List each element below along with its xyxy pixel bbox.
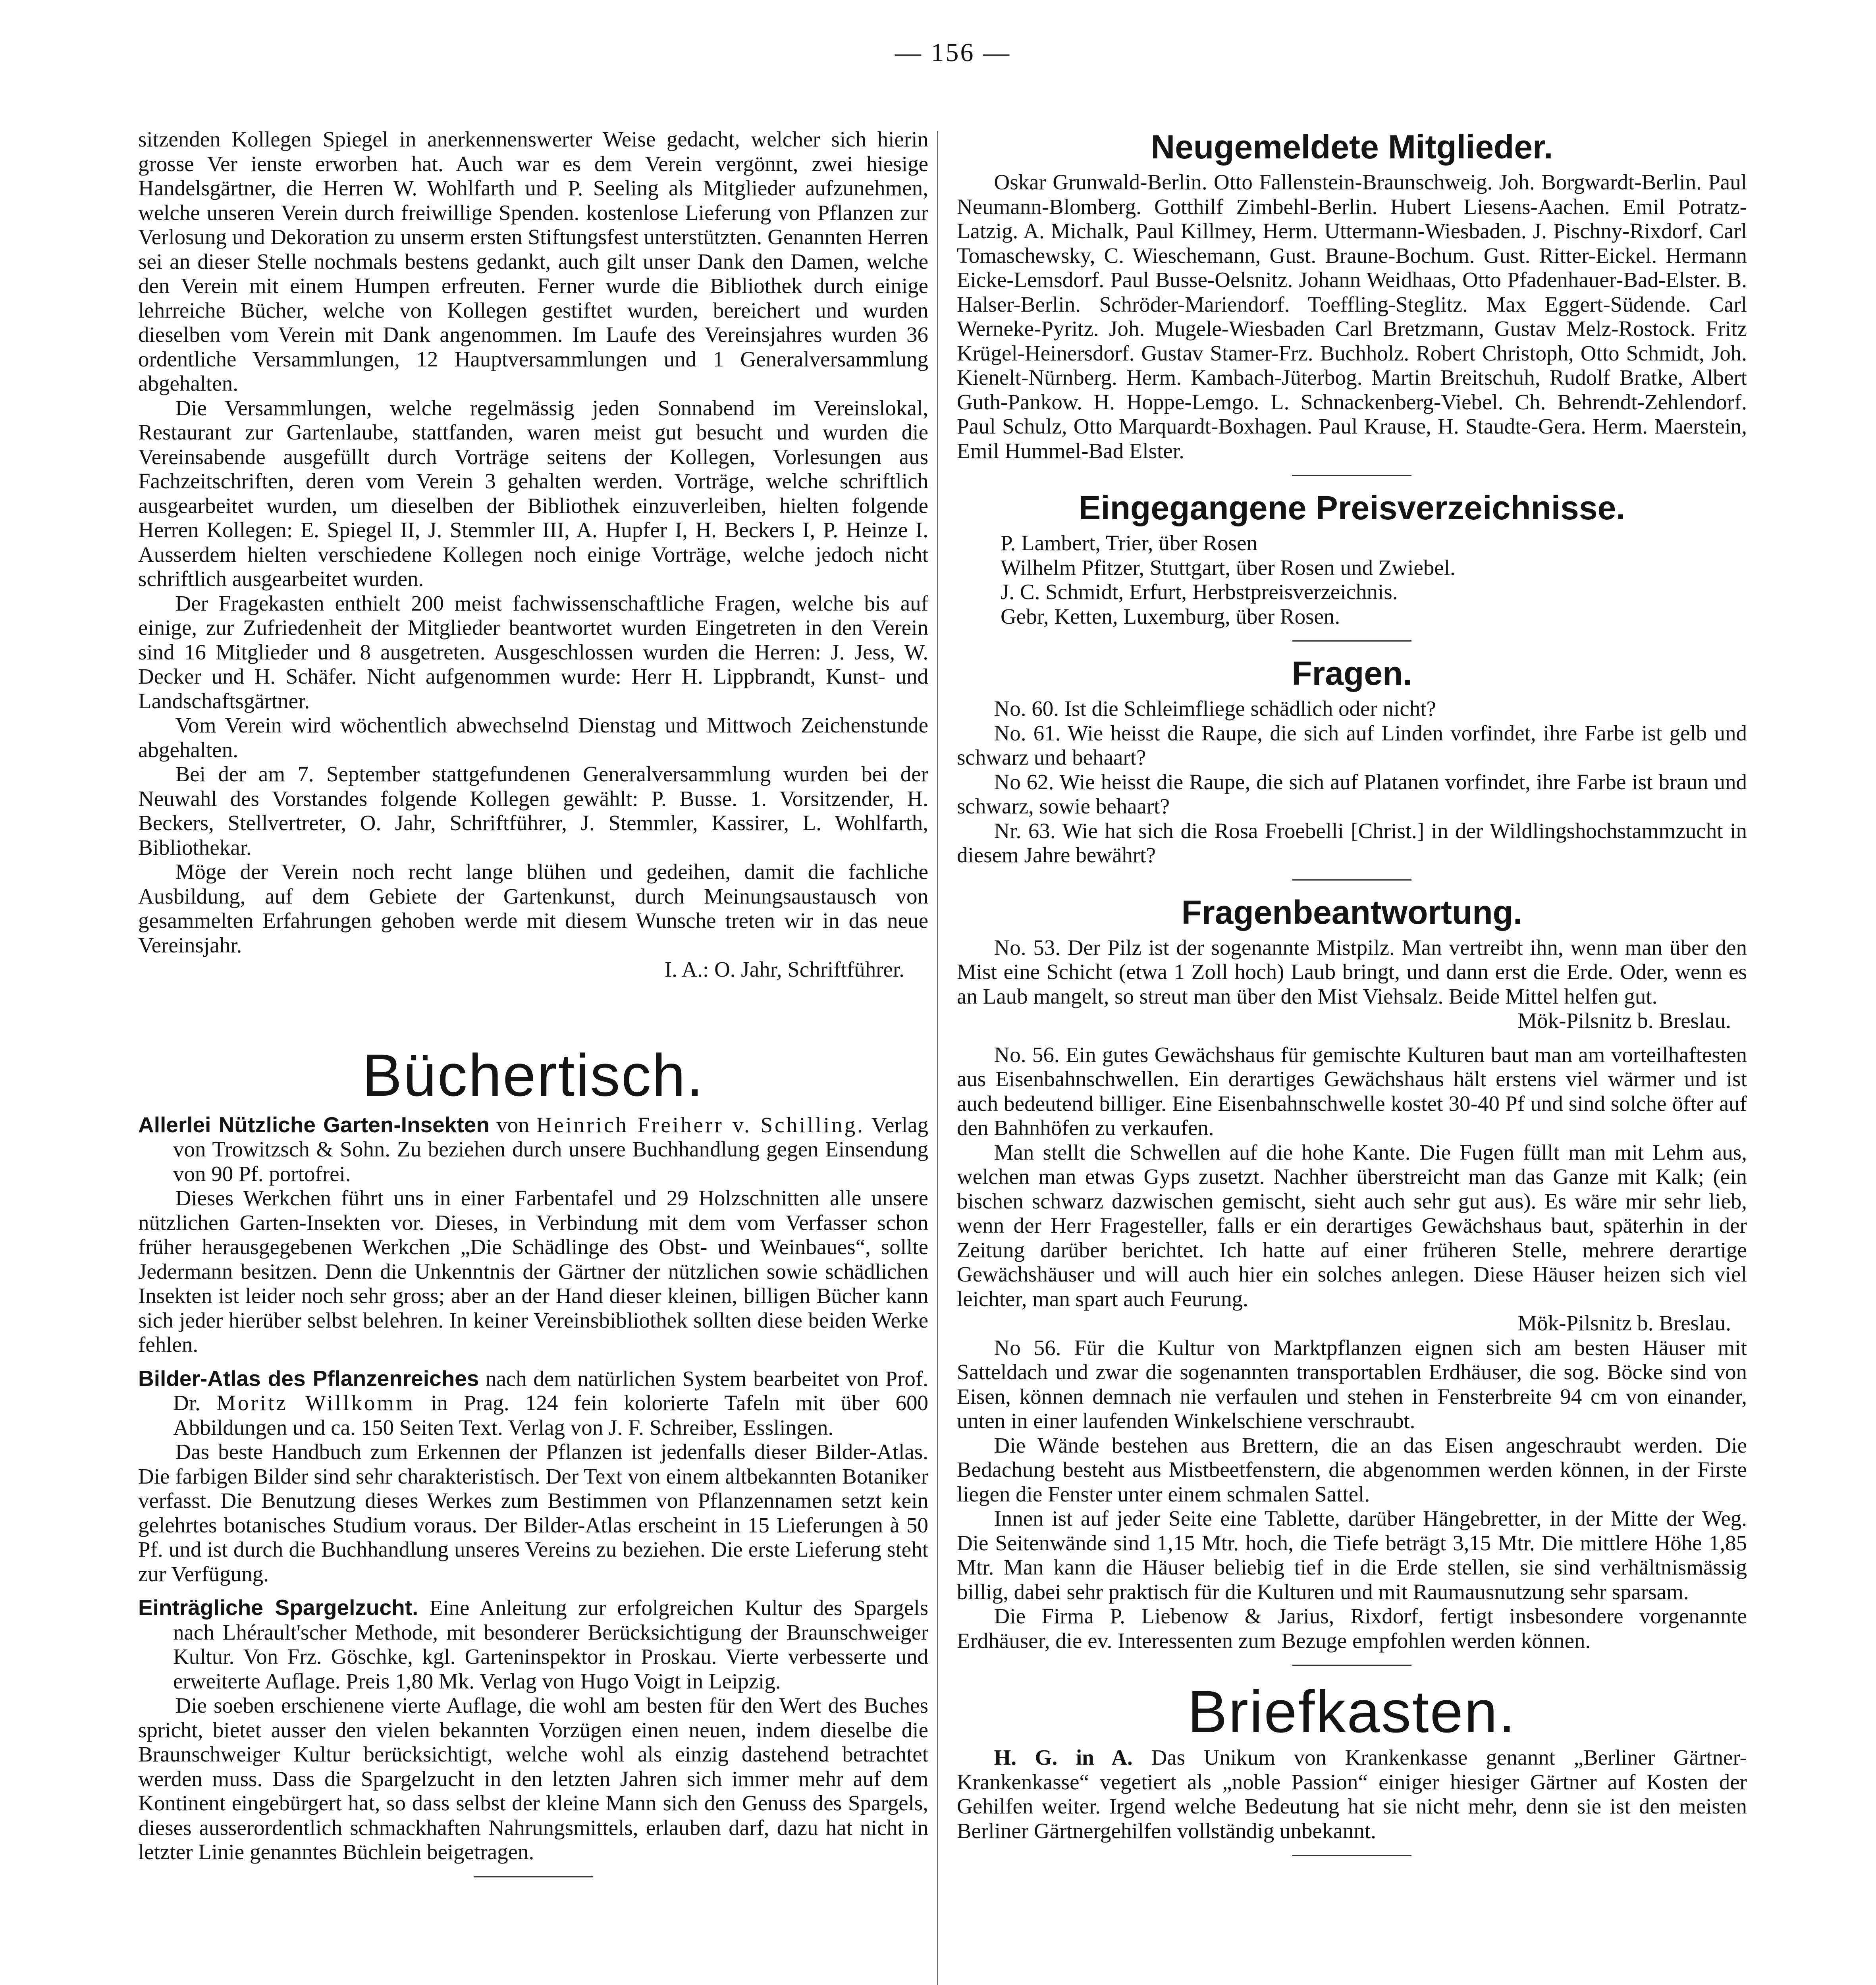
left-column xyxy=(138,127,928,1889)
book-details: in Prag. 124 fein kolorierte Tafeln mit über 600 Abbildungen und ca. 150 Seiten Text. Verlag von J. F. Schreiber, Esslingen. xyxy=(173,1391,929,1440)
section-rule xyxy=(1292,640,1411,642)
question-60: No. 60. Ist die Schleimfliege schädlich oder nicht? xyxy=(994,696,1436,721)
book-review-3: Die soeben erschienene vierte Auflage, die wohl am besten für den Wert des Buches spricht, bietet ausser den vielen bekannten Vorzügen einen neuen, indem dieselbe die Braunschweiger Kultur berücksichtigt, welche wohl als einzig dastehend betrachtet werden muss. Dass die Spargelzucht in den letzten Jahren sich immer mehr auf dem Kontinent eingebürgert hat, so dass selbst der kleine Mann sich den Genuss des Spargels, dieses ausserordentlich schmackhaften Nahrungsmittels, erlauben darf, dazu hat nicht in letzter Linie genanntes Büchlein beigetragen. xyxy=(138,1693,928,1864)
signature: I. A.: O. Jahr, Schriftführer. xyxy=(664,957,904,981)
book-author-prefix: von xyxy=(489,1112,536,1137)
intro-paragraph-6: Möge der Verein noch recht lange blühen und gedeihen, damit die fachliche Ausbildung, auf dem Gebiete der Gartenkunst, durch Meinungsaustausch von gesammelten Erfahrungen gehoben werde mit diesem Wunsche treten wir in das neue Vereinsjahr. xyxy=(138,860,928,957)
section-title-buechertisch: Büchertisch. xyxy=(362,1041,704,1108)
briefkasten-addressee: H. G. in A. xyxy=(994,1745,1133,1769)
answer-56-b: Man stellt die Schwellen auf die hohe Kante. Die Fugen füllt man mit Lehm aus, welchen man etwas Gyps zusetzt. Nachher überstreicht man das Ganze mit Kalk; (ein bischen schwarz dazwischen gemischt, sieht auch sehr gut aus). Es wäre mir sehr lieb, wenn der Herr Fragesteller, falls er ein derartiges Gewächshaus baut, späterhin in der Zeitung darüber berichtet. Ich hatte auf einer früheren Stelle, mehrere derartige Gewächshäuser und will auch hier ein solches anlegen. Diese Häuser heizen sich viel leichter, man spart auch Feurung. xyxy=(957,1140,1747,1311)
question-62: No 62. Wie heisst die Raupe, die sich auf Platanen vorfindet, ihre Farbe ist braun und schwarz, sowie behaart? xyxy=(957,769,1747,818)
question-61: No. 61. Wie heisst die Raupe, die sich auf Linden vorfindet, ihre Farbe ist gelb und schwarz und behaart? xyxy=(957,721,1747,769)
book-entry-2 xyxy=(138,1366,928,1440)
section-rule xyxy=(1292,1855,1411,1856)
book-title: Bilder-Atlas des Pflanzenreiches xyxy=(138,1366,479,1391)
book-author-prefix: nach dem natürlichen System bearbeitet von Prof. Dr. xyxy=(173,1366,928,1415)
preis-line: Gebr, Ketten, Luxemburg, über Rosen. xyxy=(1001,604,1340,628)
section-rule xyxy=(474,1876,593,1877)
section-rule xyxy=(1292,1665,1411,1666)
intro-paragraph-4: Vom Verein wird wöchentlich abwechselnd Dienstag und Mittwoch Zeichenstunde abgehalten. xyxy=(138,713,928,762)
answer-56-e: Innen ist auf jeder Seite eine Tablette, darüber Hängebretter, in der Mitte der Weg. Die Seitenwände sind 1,15 Mtr. hoch, die Tiefe beträgt 3,15 Mtr. Die mittlere Höhe 1,85 Mtr. Man kann die Häuser beliebig tief in die Erde stellen, sie sind verhältnismässig billig, dabei sehr praktisch für die Kulturen und mit Raumausnutzung sehr sparsam. xyxy=(957,1506,1747,1604)
book-title: Einträgliche Spargelzucht. xyxy=(138,1595,418,1620)
briefkasten-text: Das Unikum von Krankenkasse genannt „Berliner Gärtner-Krankenkasse“ vegetiert als „noble Passion“ einiger hiesiger Gärtner auf Kosten der Gehilfen weiter. Irgend welche Bedeutung hat sie nicht mehr, denn sie ist den meisten Berliner Gärtnergehilfen vollständig unbekannt. xyxy=(957,1745,1747,1843)
book-author: Moritz Willkomm xyxy=(216,1391,415,1415)
book-details: Eine Anleitung zur erfolgreichen Kultur des Spargels nach Lhérault'scher Methode, mit besonderer Berücksichtigung der Braunschweiger Kultur. Von Frz. Göschke, kgl. Garteninspektor in Proskau. Vierte verbesserte und erweiterte Auflage. Preis 1,80 Mk. Verlag von Hugo Voigt in Leipzig. xyxy=(173,1596,928,1693)
column-divider xyxy=(937,131,938,1985)
answer-53: No. 53. Der Pilz ist der sogenannte Mistpilz. Man vertreibt ihn, wenn man über den Mist eine Schicht (etwa 1 Zoll hoch) Laub bringt, und dann erst die Erde. Oder, wenn es an Laub mangelt, so streut man über den Mist Viehsalz. Beide Mittel helfen gut. xyxy=(957,935,1747,1008)
preis-line: J. C. Schmidt, Erfurt, Herbstpreisverzeichnis. xyxy=(1001,580,1398,604)
section-title-preisverzeichnisse: Eingegangene Preisverzeichnisse. xyxy=(1078,489,1625,526)
briefkasten-entry xyxy=(957,1745,1747,1843)
answer-signature: Mök-Pilsnitz b. Breslau. xyxy=(1517,1311,1731,1335)
preis-line: P. Lambert, Trier, über Rosen xyxy=(1001,531,1258,555)
book-review-2: Das beste Handbuch zum Erkennen der Pflanzen ist jedenfalls dieser Bilder-Atlas. Die farbigen Bilder sind sehr charakteristisch. Der Text von einem altbekannten Botaniker verfasst. Die Benutzung dieses Werkes zum Bestimmen von Pflanzennamen setzt kein gelehrtes botanisches Studium voraus. Der Bilder-Atlas erscheint in 15 Lieferungen à 50 Pf. und ist durch die Buchhandlung unseres Vereins zu beziehen. Die erste Lieferung steht zur Verfügung. xyxy=(138,1440,928,1586)
answer-56-f: Die Firma P. Liebenow & Jarius, Rixdorf, fertigt insbesondere vorgenannte Erdhäuser, die ev. Interessenten zum Bezuge empfohlen werden können. xyxy=(957,1604,1747,1653)
answer-56-c: No 56. Für die Kultur von Marktpflanzen eignen sich am besten Häuser mit Satteldach und zwar die sogenannten transportablen Erdhäuser, die sog. Böcke sind von Eisen, können demnach nie verfaulen und stehen in Fensterbreite 94 cm von einander, unten in einer laufenden Winkelschiene verschraubt. xyxy=(957,1335,1747,1433)
section-title-fragenbeantwortung: Fragenbeantwortung. xyxy=(1181,893,1523,931)
section-rule xyxy=(1292,879,1411,881)
section-rule xyxy=(1292,475,1411,476)
answer-signature: Mök-Pilsnitz b. Breslau. xyxy=(1517,1008,1731,1033)
page-number: — 156 — xyxy=(895,38,1011,67)
intro-paragraph-5: Bei der am 7. September stattgefundenen Generalversammlung wurden bei der Neuwahl des Vorstandes folgende Kollegen gewählt: P. Busse. 1. Vorsitzender, H. Beckers, Stellvertreter, O. Jahr, Schriftführer, J. Stemmler, Kassirer, L. Wohlfarth, Bibliothekar. xyxy=(138,762,928,860)
book-review-1: Dieses Werkchen führt uns in einer Farbentafel und 29 Holzschnitten alle unsere nützlichen Garten-Insekten vor. Dieses, in Verbindung mit dem vom Verfasser schon früher herausgegebenen Werkchen „Die Schädlinge des Obst- und Weinbaues“, sollte Jedermann besitzen. Denn die Unkenntnis der Gärtner der nützlichen sowie schädlichen Insekten ist leider noch sehr gross; aber an der Hand dieser kleinen, billigen Bücher kann sich jeder hierüber selbst belehren. In keiner Vereinsbibliothek sollten diese beiden Werke fehlen. xyxy=(138,1186,928,1357)
intro-paragraph-3: Der Fragekasten enthielt 200 meist fachwissenschaftliche Fragen, welche bis auf einige, zur Zufriedenheit der Mitglieder beantwortet wurden Eingetreten in den Verein sind 16 Mitglieder und 8 ausgetreten. Ausgeschlossen wurden die Herren: J. Jess, W. Decker und H. Schäfer. Nicht aufgenommen wurde: Herr H. Lippbrandt, Kunst- und Landschaftsgärtner. xyxy=(138,591,928,713)
mitglieder-list: Oskar Grunwald-Berlin. Otto Fallenstein-Braunschweig. Joh. Borgwardt-Berlin. Paul Neumann-Blomberg. Gotthilf Zimbehl-Berlin. Hubert Liesens-Aachen. Emil Potratz-Latzig. A. Michalk, Paul Killmey, Herm. Uttermann-Wiesbaden. J. Pischny-Rixdorf. Carl Tomaschewsky, C. Wieschemann, Gust. Braune-Bochum. Gust. Ritter-Eickel. Hermann Eicke-Lemsdorf. Paul Busse-Oelsnitz. Johann Weidhaas, Otto Pfadenhauer-Bad-Elster. B. Halser-Berlin. Schröder-Mariendorf. Toeffling-Steglitz. Max Eggert-Südende. Carl Werneke-Pyritz. Joh. Mugele-Wiesbaden Carl Bretzmann, Gustav Melz-Rostock. Fritz Krügel-Heinersdorf. Gustav Stamer-Frz. Buchholz. Robert Christoph, Otto Schmidt, Joh. Kienelt-Nürnberg. Herm. Kambach-Jüterbog. Martin Breitschuh, Rudolf Bratke, Albert Guth-Pankow. H. Hoppe-Lemgo. L. Schnackenberg-Viebel. Ch. Behrendt-Zehlendorf. Paul Schulz, Otto Marquardt-Boxhagen. Paul Krause, H. Staudte-Gera. Herm. Maerstein, Emil Hummel-Bad Elster. xyxy=(957,170,1747,463)
section-title-mitglieder: Neugemeldete Mitglieder. xyxy=(1151,128,1553,166)
question-63: Nr. 63. Wie hat sich die Rosa Froebelli [Christ.] in der Wildlingshochstammzucht in diesem Jahre bewährt? xyxy=(957,818,1747,867)
intro-paragraph-1: sitzenden Kollegen Spiegel in anerkennenswerter Weise gedacht, welcher sich hierin grosse Ver ienste erworben hat. Auch war es dem Verein vergönnt, zwei hiesige Handelsgärtner, die Herren W. Wohlfarth und P. Seeling als Mitglieder aufzunehmen, welche unseren Verein durch freiwillige Spenden. kostenlose Lieferung von Pflanzen zur Verlosung und Dekoration zu unserm ersten Stiftungsfest unterstützten. Genannten Herren sei an dieser Stelle nochmals bestens gedankt, auch gilt unser Dank den Damen, welche den Verein mit einem Humpen erfreuten. Ferner wurde die Bibliothek durch einige lehrreiche Bücher, welche von Kollegen gestiftet wurden, bereichert und wurden dieselben vom Verein mit Dank angenommen. Im Laufe des Vereinsjahres wurden 36 ordentliche Versammlungen, 12 Hauptversammlungen und 1 Generalversammlung abgehalten. xyxy=(138,127,928,395)
book-author: Heinrich Freiherr v. Schilling. xyxy=(536,1112,865,1137)
right-column xyxy=(957,127,1747,1868)
intro-paragraph-2: Die Versammlungen, welche regelmässig jeden Sonnabend im Vereinslokal, Restaurant zur Gartenlaube, stattfanden, waren meist gut besucht und wurden die Vereinsabende ausgefüllt durch Vorträge seitens der Kollegen, Vorlesungen aus Fachzeitschriften, deren vom Verein 3 gehalten werden. Vorträge, welche schriftlich ausgearbeitet wurden, um dieselben der Bibliothek einzuverleiben, hielten folgende Herren Kollegen: E. Spiegel II, J. Stemmler III, A. Hupfer I, H. Beckers I, P. Heinze I. Ausserdem hielten verschiedene Kollegen noch einige Vorträge, welche jedoch nicht schriftlich ausgearbeitet wurden. xyxy=(138,395,928,591)
preis-line: Wilhelm Pfitzer, Stuttgart, über Rosen und Zwiebel. xyxy=(1001,555,1456,580)
answer-56-a: No. 56. Ein gutes Gewächshaus für gemischte Kulturen baut man am vorteilhaftesten aus Eisenbahnschwellen. Ein derartiges Gewächshaus hält erstens viel wärmer und ist auch bedeutend billiger. Eine Eisenbahnschwelle kostet 30-40 Pf und sind solche öfter auf den Bahnhöfen zu verkaufen. xyxy=(957,1042,1747,1140)
book-details: Verlag von Trowitzsch & Sohn. Zu beziehen durch unsere Buchhandlung gegen Einsendung von 90 Pf. portofrei. xyxy=(173,1112,929,1186)
book-title: Allerlei Nützliche Garten-Insekten xyxy=(138,1112,490,1137)
section-title-fragen: Fragen. xyxy=(1292,655,1412,692)
answer-56-d: Die Wände bestehen aus Brettern, die an das Eisen angeschraubt werden. Die Bedachung besteht aus Mistbeetfenstern, die abgenommen werden können, in der Firste liegen die Fenster unter einem schmalen Sattel. xyxy=(957,1433,1747,1506)
book-entry-1 xyxy=(138,1113,928,1186)
section-title-briefkasten: Briefkasten. xyxy=(1187,1678,1517,1745)
book-entry-3 xyxy=(138,1596,928,1693)
